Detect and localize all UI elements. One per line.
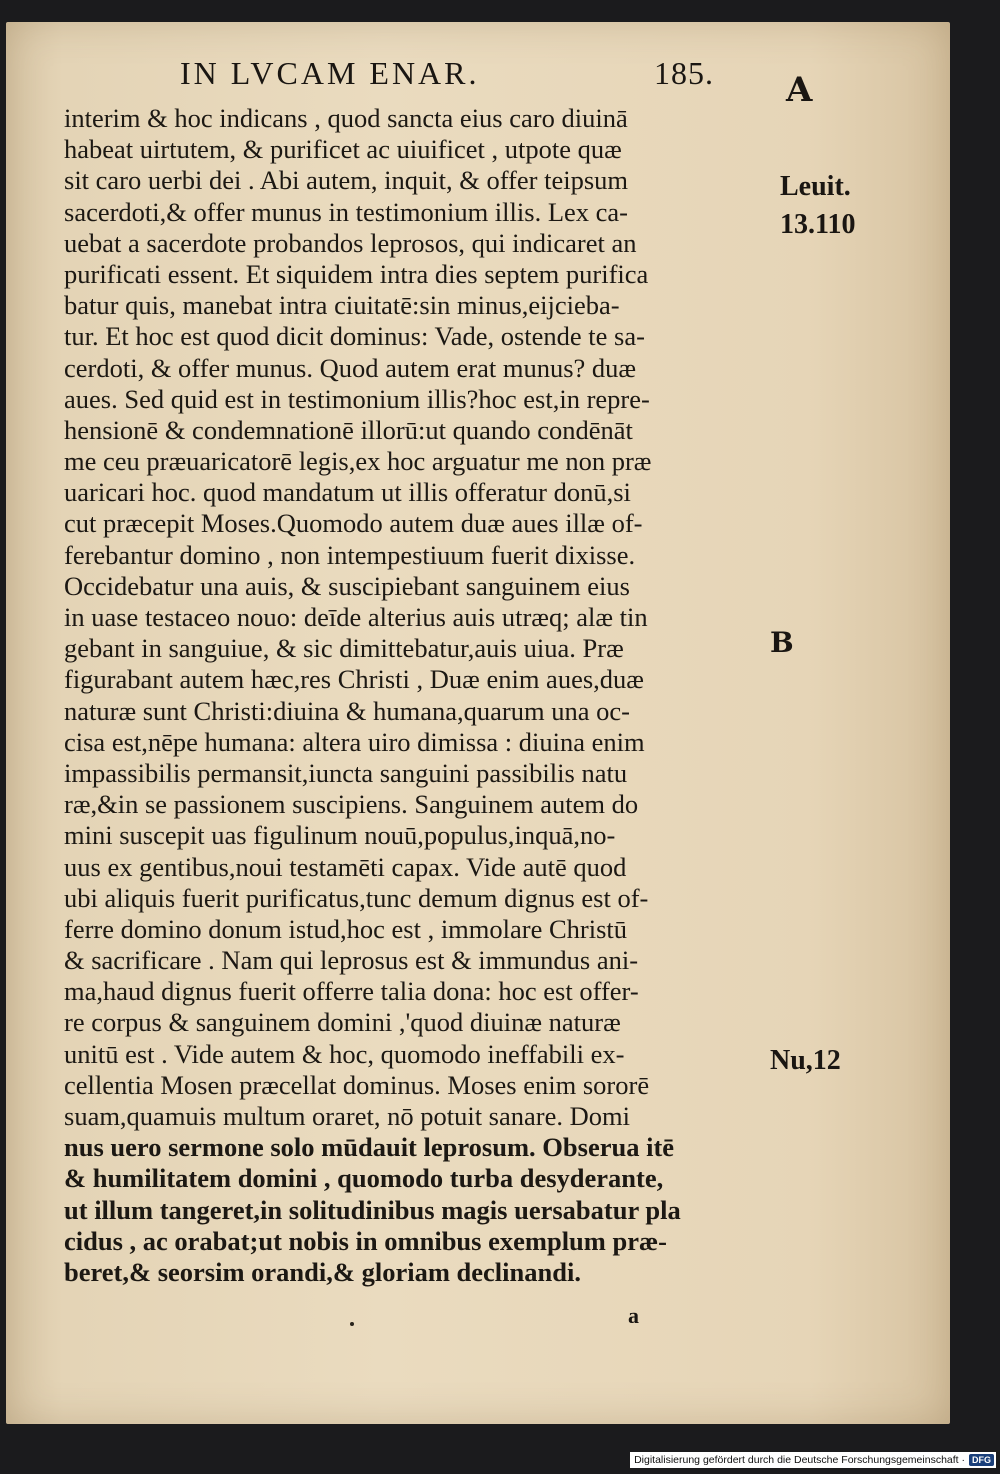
running-head [180, 55, 780, 95]
text-line: sit caro uerbi dei . Abi autem, inquit, & offer teipsum [64, 165, 628, 196]
text-line: beret,& seorsim orandi,& gloriam declinandi. [64, 1256, 581, 1287]
dfg-logo: DFG [969, 1454, 994, 1466]
text-line: ut illum tangeret,in solitudinibus magis uersabatur pla [64, 1194, 681, 1225]
text-line: uebat a sacerdote probandos leprosos, qui indicaret an [64, 227, 637, 258]
text-line: Occidebatur una auis, & suscipiebant sanguinem eius [64, 570, 630, 601]
text-line: gebant in sanguiue, & sic dimittebatur,auis uiua. Præ [64, 633, 624, 664]
footer-text: Digitalisierung gefördert durch die Deutsche Forschungsgemeinschaft · [634, 1454, 965, 1466]
text-line: tur. Et hoc est quod dicit dominus: Vade, ostende te sa- [64, 321, 645, 352]
margin-note-line: Leuit. [780, 171, 851, 202]
text-line: ma,haud dignus fuerit offerre talia dona: hoc est offer- [64, 976, 639, 1007]
text-line: ferebantur domino , non intempestiuum fuerit dixisse. [64, 539, 636, 570]
margin-note-numbers [770, 1042, 841, 1080]
text-line: re corpus & sanguinem domini ,'quod diuinæ naturæ [64, 1007, 621, 1038]
text-line: cisa est,nēpe humana: altera uiro dimissa : diuina enim [64, 726, 645, 757]
text-line: habeat uirtutem, & purificet ac uiuificet , utpote quæ [64, 134, 622, 165]
section-marker-a: A [786, 70, 813, 110]
running-head-title: IN LVCAM ENAR. [180, 55, 480, 91]
footer-credit [630, 1452, 996, 1468]
body-text [64, 103, 764, 1288]
text-line: aues. Sed quid est in testimonium illis?hoc est,in repre- [64, 383, 650, 414]
text-line: uaricari hoc. quod mandatum ut illis offeratur donū,si [64, 477, 631, 508]
text-line: in uase testaceo nouo: deīde alterius auis utræq; alæ tin [64, 602, 648, 632]
text-line: cerdoti, & offer munus. Quod autem erat munus? duæ [64, 352, 637, 383]
text-line: suam,quamuis multum oraret, nō potuit sanare. Domi [64, 1101, 630, 1131]
section-marker-b: B [770, 626, 794, 659]
catchword: a [628, 1303, 639, 1328]
text-line: sacerdoti,& offer munus in testimonium illis. Lex ca- [64, 196, 628, 227]
ink-dot [350, 1322, 354, 1326]
text-line: mini suscepit uas figulinum nouū,populus,inquā,no- [64, 820, 616, 851]
folio-number: 185. [654, 55, 714, 91]
text-line: cidus , ac orabat;ut nobis in omnibus exemplum præ- [64, 1225, 667, 1256]
text-line: impassibilis permansit,iuncta sanguini passibilis natu [64, 757, 628, 788]
text-line: unitū est . Vide autem & hoc, quomodo ineffabili ex- [64, 1038, 625, 1069]
text-line: batur quis, manebat intra ciuitatē:sin minus,eijcieba- [64, 290, 620, 321]
text-line: ferre domino donum istud,hoc est , immolare Christū [64, 913, 628, 944]
text-line: hensionē & condemnationē illorū:ut quando condēnāt [64, 414, 633, 445]
text-line: & sacrificare . Nam qui leprosus est & immundus ani- [64, 945, 639, 976]
margin-note-line: 13.110 [780, 209, 856, 240]
text-line: naturæ sunt Christi:diuina & humana,quarum una oc- [64, 695, 630, 726]
text-line: purificati essent. Et siquidem intra dies septem purifica [64, 258, 649, 289]
text-line: ubi aliquis fuerit purificatus,tunc demum dignus est of- [64, 882, 649, 913]
text-line: me ceu præuaricatorē legis,ex hoc arguatur me non præ [64, 446, 652, 477]
text-line: nus uero sermone solo mūdauit leprosum. Obserua itē [64, 1132, 675, 1163]
text-line: & humilitatem domini , quomodo turba desyderante, [64, 1163, 664, 1194]
text-line: interim & hoc indicans , quod sancta eius caro diuinā [64, 103, 628, 133]
text-line: ræ,&in se passionem suscipiens. Sanguinem autem do [64, 789, 639, 820]
margin-note-line: Nu,12 [770, 1045, 841, 1076]
text-line: uus ex gentibus,noui testamēti capax. Vide autē quod [64, 851, 627, 882]
text-line: cellentia Mosen præcellat dominus. Moses enim sororē [64, 1069, 650, 1100]
margin-note-leviticus [780, 168, 855, 244]
text-line: figurabant autem hæc,res Christi , Duæ enim aues,duæ [64, 664, 644, 695]
text-line: cut præcepit Moses.Quomodo autem duæ aues illæ of- [64, 508, 643, 539]
